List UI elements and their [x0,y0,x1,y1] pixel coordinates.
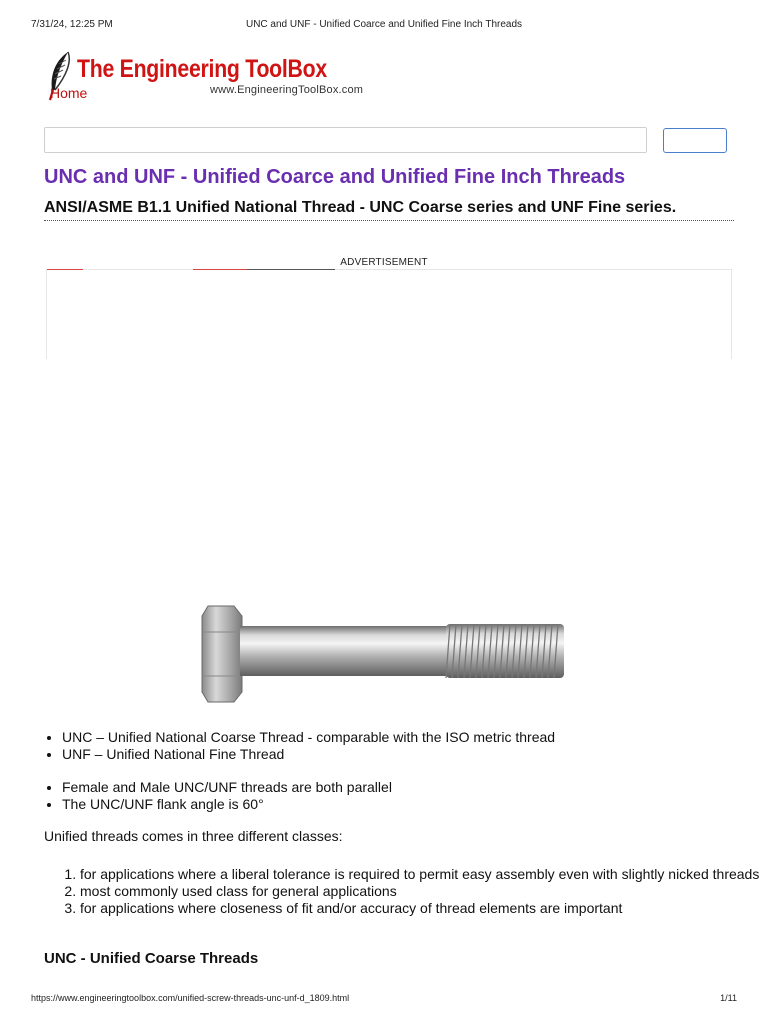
print-footer-url: https://www.engineeringtoolbox.com/unified-screw-threads-unc-unf-d_1809.html [31,993,350,1003]
list-item: • UNC – Unified National Coarse Thread - comparable with the ISO metric thread [62,729,555,746]
list-item: • Female and Male UNC/UNF threads are both parallel [62,779,392,796]
page-title: UNC and UNF - Unified Coarce and Unified Fine Inch Threads [44,166,626,188]
thread-types-list [44,729,555,763]
advertisement-label: ADVERTISEMENT [340,257,428,268]
ad-frame-accent [247,269,335,270]
print-datetime: 7/31/24, 12:25 PM [31,19,113,30]
classes-intro-text: Unified threads comes in three different classes: [44,828,343,844]
site-logo[interactable] [44,50,384,106]
thread-facts-list [44,779,392,813]
advertisement-slot[interactable] [46,269,732,359]
search-button[interactable] [663,128,727,153]
list-item: 3. for applications where closeness of fit and/or accuracy of thread elements are important [80,900,760,917]
site-url-text: www.EngineeringToolBox.com [210,84,364,96]
print-footer [31,993,737,1007]
search-input[interactable] [44,127,647,153]
list-item: • UNF – Unified National Fine Thread [62,746,555,763]
site-brand-name: The Engineering ToolBox [77,55,327,83]
page-subtitle: ANSI/ASME B1.1 Unified National Thread - UNC Coarse series and UNF Fine series. [44,198,734,221]
list-item: 2. most commonly used class for general applications [80,883,760,900]
home-link[interactable]: Home [50,85,88,101]
thread-classes-list [44,866,760,917]
ad-frame-accent [193,269,247,270]
hex-bolt-image [196,602,574,704]
ad-frame-accent [47,269,83,270]
section-heading-unc: UNC - Unified Coarse Threads [44,950,259,967]
list-item: 1. for applications where a liberal tolerance is required to permit easy assembly even with slightly nicked threads [80,866,760,883]
print-document-title: UNC and UNF - Unified Coarce and Unified Fine Inch Threads [245,19,523,30]
print-header [31,19,737,33]
list-item: • The UNC/UNF flank angle is 60° [62,796,392,813]
print-page-number: 1/11 [720,993,737,1003]
